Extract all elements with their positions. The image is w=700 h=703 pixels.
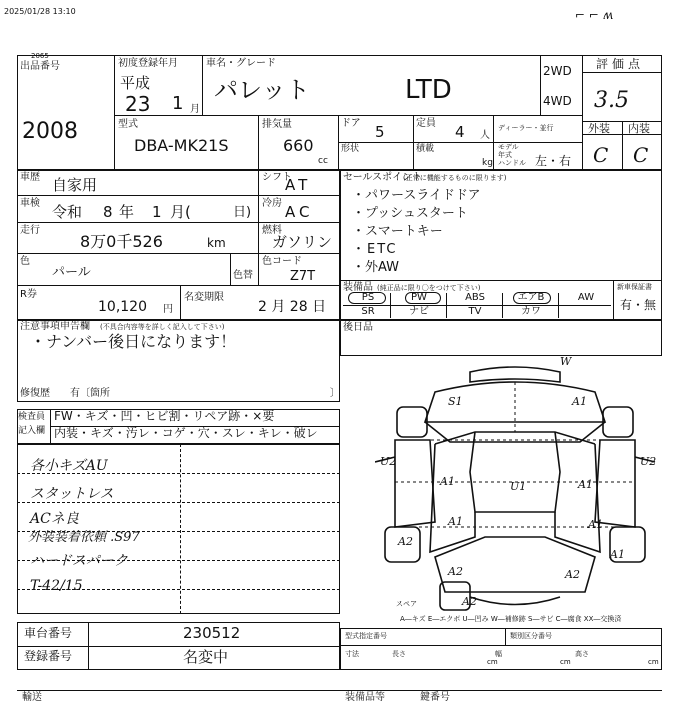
shape-label: 形状	[341, 144, 360, 154]
color-value: パール	[52, 265, 91, 280]
model-year-label: モデル年式	[498, 143, 519, 159]
diagram-mark-5: U1	[510, 480, 527, 493]
warranty-label: 新車保証書	[617, 283, 652, 291]
title-deadline-label: 名変期限	[184, 292, 224, 303]
repair-value: 有〔箇所	[70, 388, 110, 399]
sales-points-sub: (正常に機能するものに限ります)	[403, 174, 507, 182]
load-label: 積載	[416, 144, 435, 154]
inspection-label: 車検	[20, 198, 40, 209]
plate-value: 名変中	[183, 648, 229, 666]
equipment-tv: TV	[468, 306, 482, 317]
handle-label: ハンドル	[498, 159, 526, 167]
inspection-month-unit: 月(	[170, 203, 191, 221]
inspection-day-unit: 日)	[233, 205, 252, 220]
diagram-mark-9: A1	[588, 518, 603, 531]
inspector-note-4: ハードスパーク	[30, 553, 128, 569]
interior-label: 内装	[628, 122, 650, 135]
doors-label: ドア	[341, 118, 361, 129]
eval-score: 3.5	[594, 88, 629, 113]
equipment-label: 装備品	[343, 282, 373, 293]
registration-year: 23	[125, 92, 151, 116]
category-label: 類別区分番号	[510, 632, 552, 640]
rear-items-block	[340, 320, 662, 356]
inspector-note-2: ACネ良	[30, 511, 79, 527]
capacity-unit: 人	[480, 130, 490, 141]
mileage-value: 8万0千526	[80, 232, 163, 251]
timestamp: 2025/01/28 13:10	[4, 7, 76, 16]
history-value: 自家用	[52, 176, 98, 194]
registration-month: 1	[172, 93, 184, 114]
sales-point-0: ・パワースライドドア	[352, 188, 481, 203]
equipment-airbag: エアB	[517, 292, 545, 303]
fuel-label: 燃料	[262, 225, 282, 236]
fuel-value: ガソリン	[272, 233, 333, 251]
color-code-value: Z7T	[290, 269, 316, 284]
dims-label: 寸法	[345, 650, 359, 658]
diagram-mark-10: A2	[398, 535, 413, 548]
bottom-label-key: 鍵番号	[420, 692, 450, 703]
diagram-mark-2: A1	[572, 395, 587, 408]
aircon-value: AC	[285, 203, 314, 221]
plate-label: 登録番号	[24, 649, 73, 663]
notes-label: 注意事項申告欄	[20, 321, 90, 332]
diagram-mark-14: A2	[462, 595, 477, 608]
diagram-mark-4: A1	[440, 475, 455, 488]
equipment-sr: SR	[361, 306, 375, 317]
fw-row: FW・キズ・凹・ヒビ割・リペア跡・×要	[54, 409, 275, 423]
repair-label: 修復歴	[20, 388, 50, 399]
mileage-unit: km	[207, 236, 226, 250]
sales-point-1: ・プッシュスタート	[352, 206, 468, 221]
chassis-value: 230512	[183, 624, 241, 642]
repair-close: 〕	[330, 388, 340, 399]
diagram-mark-1: S1	[448, 395, 463, 408]
diagram-mark-0: W	[560, 355, 572, 368]
interior-grade: C	[633, 143, 649, 167]
title-deadline-value: 2 月 28 日	[258, 299, 327, 315]
recycle-value: 10,120	[98, 299, 147, 315]
equipment-aw: AW	[577, 292, 595, 303]
car-grade: LTD	[405, 75, 452, 105]
registration-label: 初度登録年月	[118, 58, 178, 69]
warranty-value: 有・無	[620, 298, 657, 312]
diagram-mark-7: A1	[578, 478, 593, 491]
model-label: 型式	[118, 119, 138, 130]
inspector-note-5: T-42/15	[30, 578, 83, 594]
diagram-mark-11: A2	[448, 565, 463, 578]
sales-point-4: ・外AW	[352, 260, 400, 275]
displacement-label: 排気量	[262, 119, 292, 130]
sales-point-2: ・スマートキー	[352, 224, 443, 239]
sales-point-3: ・ETC	[352, 242, 398, 257]
diagram-mark-3: U2	[380, 455, 397, 468]
kg-unit: kg	[482, 158, 493, 168]
inspection-year: 8	[103, 203, 113, 221]
equipment-sub: (純正品に限り〇をつけて下さい)	[377, 284, 481, 292]
inspection-era: 令和	[52, 203, 83, 221]
capacity-value: 4	[455, 123, 465, 141]
chassis-label: 車台番号	[24, 626, 73, 640]
registration-era: 平成	[120, 74, 151, 92]
inspector-note-3: 外装装着依頼 .S97	[28, 530, 140, 545]
diagram-mark-12: A2	[565, 568, 580, 581]
drive-4wd: 4WD	[543, 94, 572, 108]
lot-number: 2008	[22, 119, 78, 144]
equipment-abs: ABS	[465, 292, 485, 303]
dims-height: 高さ	[575, 650, 589, 658]
dims-unit-2: cm	[560, 658, 571, 666]
type-designation-label: 型式指定番号	[345, 632, 387, 640]
color-change-label: 色替	[233, 270, 253, 281]
dealer-label: ディーラー・並行	[498, 124, 554, 132]
registration-month-unit: 月	[190, 104, 200, 115]
car-name-label: 車名・グレード	[206, 58, 276, 69]
dims-unit-1: cm	[487, 658, 498, 666]
dims-length: 長さ	[392, 650, 406, 658]
model-value: DBA-MK21S	[134, 136, 229, 155]
inspector-note-1: スタットレス	[30, 486, 114, 502]
rear-items-label: 後日品	[343, 322, 373, 333]
damage-legend: A―キズ E―エクボ U―凹み W―補修跡 S―サビ C―腐食 XX―交換済	[400, 615, 622, 623]
color-code-label: 色コード	[262, 256, 302, 267]
inspection-month: 1	[152, 203, 162, 221]
diagram-mark-13: A1	[610, 548, 625, 561]
dims-width: 幅	[495, 650, 502, 658]
doors-value: 5	[375, 123, 385, 141]
dims-unit-3: cm	[648, 658, 659, 666]
lot-label: 出品番号	[20, 61, 60, 72]
notes-text: ・ナンバー後日になります！	[30, 332, 237, 351]
spare-label: スペア	[396, 600, 417, 608]
diagram-mark-8: A1	[448, 515, 463, 528]
spec-block	[340, 628, 662, 670]
bottom-label-transport: 輸送	[22, 692, 42, 703]
sales-points-label: セールスポイント	[343, 172, 423, 183]
shift-label: シフト	[262, 172, 292, 183]
handle-value: 左・右	[535, 154, 572, 168]
exterior-label: 外装	[588, 122, 610, 135]
inspection-year-unit: 年	[119, 203, 135, 221]
equipment-navi: ナビ	[409, 306, 429, 317]
equipment-ps: PS	[361, 292, 375, 303]
interior-row: 内装・キズ・汚レ・コゲ・穴・スレ・キレ・破レ	[54, 426, 318, 440]
equipment-leather: カワ	[521, 306, 541, 317]
displacement-unit: cc	[318, 156, 328, 166]
shift-value: AT	[285, 176, 312, 194]
displacement-value: 660	[283, 136, 314, 155]
aircon-label: 冷房	[262, 198, 282, 209]
entry-label: 記入欄	[18, 426, 46, 436]
car-name: パレット	[214, 76, 310, 104]
recycle-unit: 円	[163, 304, 173, 315]
inspector-label: 検査員	[18, 412, 46, 422]
lot-small-number: 2065	[31, 52, 49, 60]
mileage-label: 走行	[20, 225, 40, 236]
recycle-label: R券	[20, 289, 37, 300]
diagram-mark-6: U2	[640, 455, 657, 468]
equipment-pw: PW	[411, 292, 427, 303]
bottom-label-equipment: 装備品等	[345, 692, 385, 703]
drive-2wd: 2WD	[543, 64, 572, 78]
color-label: 色	[20, 256, 30, 267]
exterior-grade: C	[593, 143, 609, 167]
eval-label: 評価点	[596, 57, 645, 71]
corner-scribble: ⌐ ⌐ ʍ	[575, 8, 614, 22]
capacity-label: 定員	[416, 118, 436, 129]
history-label: 車歴	[20, 172, 40, 183]
inspector-note-0: 各小キズAU	[30, 458, 108, 474]
notes-sub: (不具合内容等を詳しく記入して下さい)	[100, 323, 225, 331]
